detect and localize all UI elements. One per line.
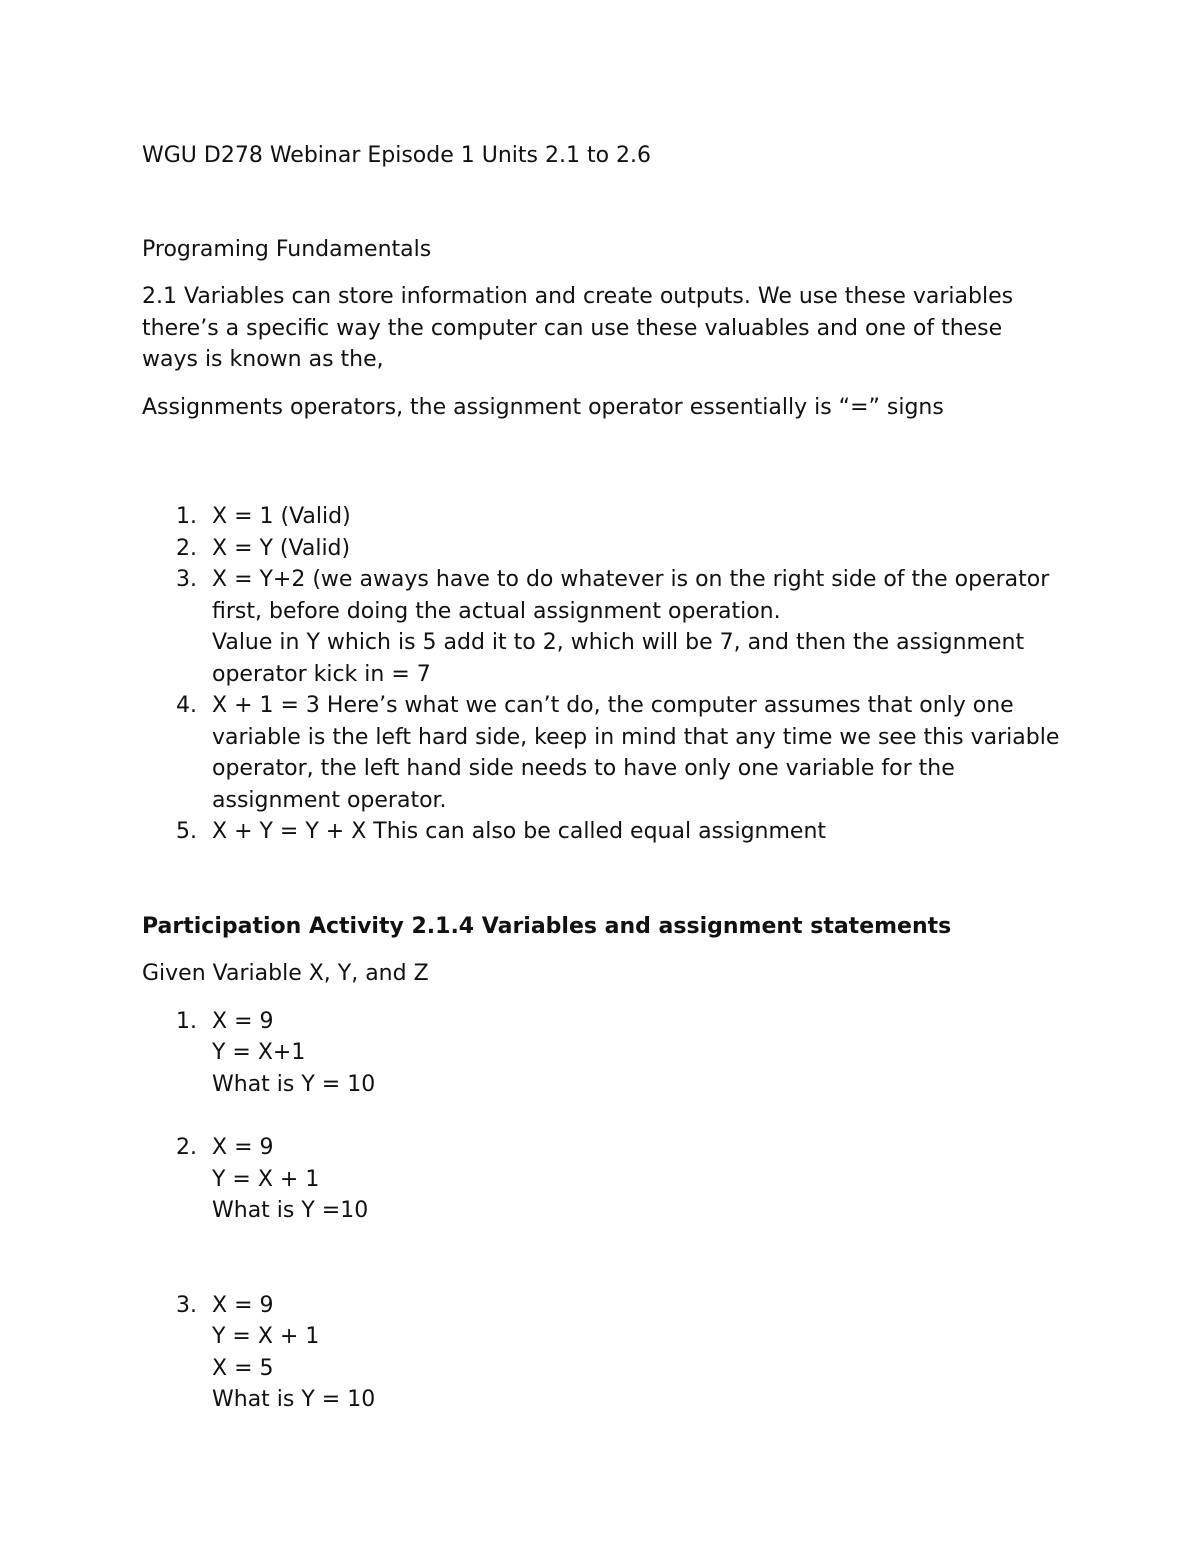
list-number: 3.: [176, 567, 197, 592]
list-item: [142, 1132, 1062, 1227]
list-item: [142, 816, 1062, 848]
document-title: WGU D278 Webinar Episode 1 Units 2.1 to 2.6: [142, 143, 652, 168]
activity-heading: Participation Activity 2.1.4 Variables and assignment statements: [142, 913, 952, 939]
list-text: What is Y = 10: [212, 1071, 376, 1097]
list-number: 3.: [176, 1292, 197, 1318]
list-number: 4.: [176, 693, 197, 718]
list-item: [142, 533, 1062, 565]
list-text: Y = X+1: [212, 1040, 306, 1065]
list-item: [142, 690, 1062, 816]
list-number: 2.: [176, 1135, 197, 1160]
list-text: What is Y =10: [212, 1198, 369, 1223]
examples-list: [142, 501, 1062, 848]
list-text: X = 9: [212, 1008, 274, 1034]
list-text: Value in Y which is 5 add it to 2, which will be 7, and then the assignment operator kick in = 7: [212, 630, 1025, 687]
list-text: Y = X + 1: [212, 1166, 320, 1192]
list-text: X = 9: [212, 1135, 274, 1160]
list-text: X = 5: [212, 1355, 274, 1381]
list-text: X = Y+2 (we aways have to do whatever is on the right side of the operator first, before doing the actual assignment operation.: [212, 567, 1050, 624]
list-text: Y = X + 1: [212, 1324, 320, 1349]
list-text: X = 1 (Valid): [212, 504, 351, 529]
list-item: [142, 1290, 1062, 1416]
list-number: 5.: [176, 819, 197, 844]
list-number: 1.: [176, 1008, 197, 1034]
list-text: X + Y = Y + X This can also be called equal assignment: [212, 819, 827, 844]
list-text: X = 9: [212, 1292, 274, 1318]
document-page: [142, 140, 1062, 1416]
paragraph-variables: 2.1 Variables can store information and create outputs. We use these variables there’s a specific way the computer can use these valuables and one of these ways is known as the,: [142, 284, 1014, 372]
list-text: X = Y (Valid): [212, 535, 351, 561]
list-item: [142, 501, 1062, 533]
paragraph-assignment-operators: Assignments operators, the assignment operator essentially is “=” signs: [142, 394, 944, 420]
list-text: What is Y = 10: [212, 1387, 376, 1412]
list-number: 1.: [176, 504, 197, 529]
list-number: 2.: [176, 535, 197, 561]
section-title: Programing Fundamentals: [142, 236, 432, 262]
list-text: X + 1 = 3 Here’s what we can’t do, the computer assumes that only one variable is the left hard side, keep in mind that any time we see this variable operator, the left hand side needs to have only one variable for the assignment operator.: [212, 693, 1060, 813]
given-variables: Given Variable X, Y, and Z: [142, 961, 429, 986]
list-item: [142, 1006, 1062, 1101]
activity-list: [142, 1006, 1062, 1416]
list-item: [142, 564, 1062, 690]
